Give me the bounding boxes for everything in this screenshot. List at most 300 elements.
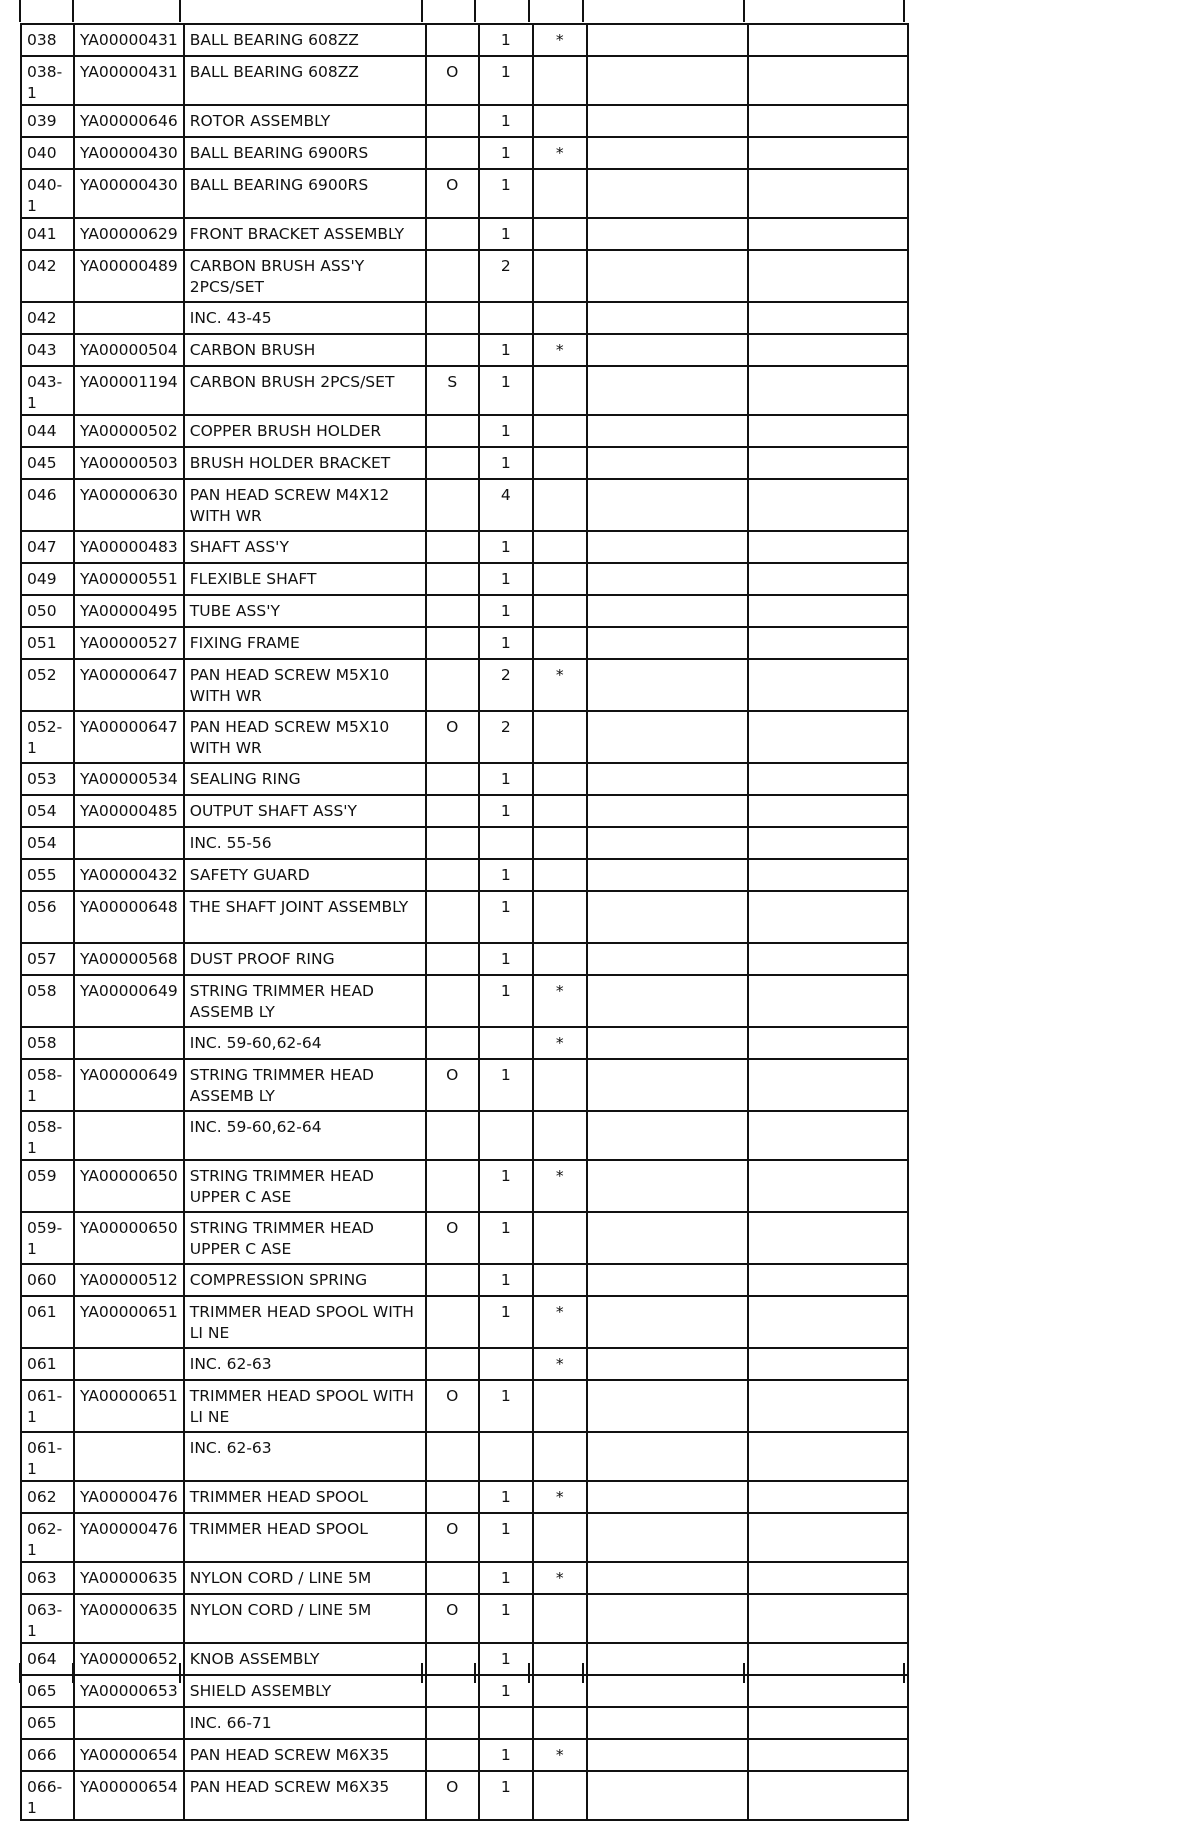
table-row	[21, 1707, 908, 1739]
blank-cell	[587, 711, 748, 763]
code-cell	[426, 627, 479, 659]
blank-cell	[748, 1027, 908, 1059]
blank-cell	[587, 1675, 748, 1707]
mark-cell	[533, 1707, 587, 1739]
quantity-cell: 1	[479, 595, 533, 627]
description-cell: COPPER BRUSH HOLDER	[184, 415, 426, 447]
description-cell: PAN HEAD SCREW M6X35	[184, 1739, 426, 1771]
table-row	[21, 105, 908, 137]
blank-cell	[748, 250, 908, 302]
blank-cell	[748, 891, 908, 943]
part-number-cell: YA00000495	[74, 595, 184, 627]
item-number-cell: 057	[21, 943, 74, 975]
item-number-cell: 041	[21, 218, 74, 250]
quantity-cell: 1	[479, 627, 533, 659]
mark-cell	[533, 250, 587, 302]
table-row	[21, 1348, 908, 1380]
blank-cell	[587, 763, 748, 795]
blank-cell	[748, 137, 908, 169]
column-rule	[528, 0, 530, 22]
part-number-cell: YA00000654	[74, 1739, 184, 1771]
blank-cell	[748, 1675, 908, 1707]
description-cell: TRIMMER HEAD SPOOL WITH LI NE	[184, 1296, 426, 1348]
description-cell: DUST PROOF RING	[184, 943, 426, 975]
blank-cell	[587, 891, 748, 943]
description-cell: FRONT BRACKET ASSEMBLY	[184, 218, 426, 250]
column-rule	[179, 1663, 181, 1683]
item-number-cell: 058-1	[21, 1059, 74, 1111]
table-row	[21, 1160, 908, 1212]
description-cell: INC. 43-45	[184, 302, 426, 334]
mark-cell	[533, 366, 587, 415]
mark-cell: *	[533, 1348, 587, 1380]
description-cell: INC. 62-63	[184, 1348, 426, 1380]
part-number-cell	[74, 1432, 184, 1481]
quantity-cell: 1	[479, 1739, 533, 1771]
mark-cell	[533, 595, 587, 627]
blank-cell	[748, 334, 908, 366]
blank-cell	[748, 24, 908, 56]
blank-cell	[748, 563, 908, 595]
mark-cell	[533, 56, 587, 105]
item-number-cell: 038-1	[21, 56, 74, 105]
column-rule	[19, 0, 21, 22]
blank-cell	[748, 105, 908, 137]
item-number-cell: 064	[21, 1643, 74, 1675]
code-cell: O	[426, 169, 479, 218]
mark-cell: *	[533, 1296, 587, 1348]
description-cell: NYLON CORD / LINE 5M	[184, 1594, 426, 1643]
blank-cell	[587, 1739, 748, 1771]
quantity-cell: 1	[479, 415, 533, 447]
item-number-cell: 039	[21, 105, 74, 137]
blank-cell	[587, 479, 748, 531]
table-row	[21, 334, 908, 366]
part-number-cell: YA00000432	[74, 859, 184, 891]
quantity-cell: 1	[479, 137, 533, 169]
description-cell: COMPRESSION SPRING	[184, 1264, 426, 1296]
quantity-cell	[479, 1432, 533, 1481]
mark-cell	[533, 943, 587, 975]
quantity-cell	[479, 1027, 533, 1059]
description-cell: KNOB ASSEMBLY	[184, 1643, 426, 1675]
part-number-cell: YA00000476	[74, 1481, 184, 1513]
quantity-cell: 1	[479, 169, 533, 218]
part-number-cell: YA00000527	[74, 627, 184, 659]
quantity-cell	[479, 302, 533, 334]
blank-cell	[587, 795, 748, 827]
description-cell: INC. 66-71	[184, 1707, 426, 1739]
description-cell: THE SHAFT JOINT ASSEMBLY	[184, 891, 426, 943]
column-rule	[421, 0, 423, 22]
table-row	[21, 627, 908, 659]
blank-cell	[587, 827, 748, 859]
part-number-cell	[74, 1111, 184, 1160]
table-row	[21, 1296, 908, 1348]
part-number-cell: YA00000551	[74, 563, 184, 595]
part-number-cell: YA00000430	[74, 137, 184, 169]
item-number-cell: 055	[21, 859, 74, 891]
blank-cell	[587, 56, 748, 105]
blank-cell	[748, 711, 908, 763]
part-number-cell	[74, 1027, 184, 1059]
blank-cell	[587, 1481, 748, 1513]
column-rule	[72, 0, 74, 22]
item-number-cell: 061-1	[21, 1380, 74, 1432]
blank-cell	[587, 627, 748, 659]
item-number-cell: 061	[21, 1296, 74, 1348]
blank-cell	[748, 943, 908, 975]
table-row	[21, 1771, 908, 1820]
code-cell	[426, 891, 479, 943]
table-row	[21, 763, 908, 795]
mark-cell: *	[533, 1027, 587, 1059]
blank-cell	[748, 627, 908, 659]
blank-cell	[587, 1771, 748, 1820]
table-row	[21, 1432, 908, 1481]
table-row	[21, 659, 908, 711]
table-row	[21, 711, 908, 763]
table-row	[21, 531, 908, 563]
table-row	[21, 1027, 908, 1059]
code-cell	[426, 479, 479, 531]
quantity-cell: 1	[479, 1594, 533, 1643]
mark-cell	[533, 1643, 587, 1675]
part-number-cell: YA00000654	[74, 1771, 184, 1820]
table-row	[21, 447, 908, 479]
quantity-cell: 1	[479, 763, 533, 795]
part-number-cell: YA00000504	[74, 334, 184, 366]
quantity-cell: 1	[479, 1212, 533, 1264]
blank-cell	[587, 1264, 748, 1296]
mark-cell	[533, 479, 587, 531]
quantity-cell: 1	[479, 334, 533, 366]
code-cell: O	[426, 1059, 479, 1111]
table-row	[21, 1111, 908, 1160]
mark-cell	[533, 827, 587, 859]
item-number-cell: 043	[21, 334, 74, 366]
mark-cell: *	[533, 659, 587, 711]
quantity-cell: 1	[479, 531, 533, 563]
part-number-cell: YA00000502	[74, 415, 184, 447]
blank-cell	[748, 1111, 908, 1160]
description-cell: ROTOR ASSEMBLY	[184, 105, 426, 137]
code-cell	[426, 595, 479, 627]
blank-cell	[587, 447, 748, 479]
column-rule	[474, 1663, 476, 1683]
blank-cell	[748, 1380, 908, 1432]
quantity-cell: 1	[479, 24, 533, 56]
blank-cell	[587, 1111, 748, 1160]
blank-cell	[587, 302, 748, 334]
blank-cell	[748, 447, 908, 479]
mark-cell	[533, 795, 587, 827]
item-number-cell: 066	[21, 1739, 74, 1771]
blank-cell	[587, 415, 748, 447]
mark-cell	[533, 1212, 587, 1264]
item-number-cell: 058	[21, 1027, 74, 1059]
code-cell	[426, 795, 479, 827]
code-cell	[426, 1111, 479, 1160]
mark-cell	[533, 415, 587, 447]
blank-cell	[748, 1707, 908, 1739]
blank-cell	[748, 218, 908, 250]
mark-cell	[533, 302, 587, 334]
description-cell: FIXING FRAME	[184, 627, 426, 659]
code-cell	[426, 1432, 479, 1481]
code-cell	[426, 659, 479, 711]
quantity-cell: 2	[479, 711, 533, 763]
item-number-cell: 065	[21, 1675, 74, 1707]
description-cell: STRING TRIMMER HEAD UPPER C ASE	[184, 1160, 426, 1212]
table-row	[21, 891, 908, 943]
quantity-cell	[479, 1348, 533, 1380]
code-cell	[426, 1348, 479, 1380]
item-number-cell: 044	[21, 415, 74, 447]
item-number-cell: 063	[21, 1562, 74, 1594]
part-number-cell: YA00000652	[74, 1643, 184, 1675]
item-number-cell: 045	[21, 447, 74, 479]
blank-cell	[748, 366, 908, 415]
blank-cell	[748, 1481, 908, 1513]
description-cell: CARBON BRUSH ASS'Y 2PCS/SET	[184, 250, 426, 302]
code-cell	[426, 1739, 479, 1771]
item-number-cell: 065	[21, 1707, 74, 1739]
blank-cell	[587, 1380, 748, 1432]
item-number-cell: 042	[21, 302, 74, 334]
description-cell: OUTPUT SHAFT ASS'Y	[184, 795, 426, 827]
table-row	[21, 1380, 908, 1432]
quantity-cell: 1	[479, 105, 533, 137]
quantity-cell: 2	[479, 659, 533, 711]
description-cell: BALL BEARING 608ZZ	[184, 56, 426, 105]
part-number-cell: YA00000503	[74, 447, 184, 479]
blank-cell	[748, 1739, 908, 1771]
code-cell	[426, 1643, 479, 1675]
blank-cell	[748, 659, 908, 711]
quantity-cell: 1	[479, 1675, 533, 1707]
table-row	[21, 795, 908, 827]
code-cell	[426, 1481, 479, 1513]
quantity-cell: 1	[479, 447, 533, 479]
blank-cell	[587, 1707, 748, 1739]
table-row	[21, 1059, 908, 1111]
parts-list-table	[20, 23, 909, 1821]
column-rule	[179, 0, 181, 22]
quantity-cell	[479, 827, 533, 859]
item-number-cell: 043-1	[21, 366, 74, 415]
table-row	[21, 1513, 908, 1562]
table-row	[21, 563, 908, 595]
parts-table-body	[21, 24, 908, 1820]
blank-cell	[587, 169, 748, 218]
description-cell: PAN HEAD SCREW M5X10 WITH WR	[184, 659, 426, 711]
description-cell: BRUSH HOLDER BRACKET	[184, 447, 426, 479]
quantity-cell: 1	[479, 891, 533, 943]
blank-cell	[748, 795, 908, 827]
code-cell	[426, 1160, 479, 1212]
blank-cell	[587, 595, 748, 627]
description-cell: SEALING RING	[184, 763, 426, 795]
item-number-cell: 053	[21, 763, 74, 795]
blank-cell	[748, 415, 908, 447]
part-number-cell: YA00000651	[74, 1296, 184, 1348]
item-number-cell: 040-1	[21, 169, 74, 218]
blank-cell	[587, 1027, 748, 1059]
blank-cell	[587, 366, 748, 415]
column-rule	[528, 1663, 530, 1683]
column-rule	[474, 0, 476, 22]
item-number-cell: 042	[21, 250, 74, 302]
table-row	[21, 137, 908, 169]
part-number-cell	[74, 302, 184, 334]
mark-cell: *	[533, 24, 587, 56]
item-number-cell: 063-1	[21, 1594, 74, 1643]
table-row	[21, 169, 908, 218]
code-cell	[426, 1562, 479, 1594]
blank-cell	[748, 1643, 908, 1675]
description-cell: BALL BEARING 608ZZ	[184, 24, 426, 56]
part-number-cell: YA00000646	[74, 105, 184, 137]
blank-cell	[587, 859, 748, 891]
description-cell: BALL BEARING 6900RS	[184, 137, 426, 169]
mark-cell	[533, 763, 587, 795]
mark-cell: *	[533, 975, 587, 1027]
mark-cell: *	[533, 137, 587, 169]
description-cell: TRIMMER HEAD SPOOL WITH LI NE	[184, 1380, 426, 1432]
column-rule	[743, 0, 745, 22]
quantity-cell: 1	[479, 1771, 533, 1820]
quantity-cell: 1	[479, 563, 533, 595]
quantity-cell: 1	[479, 795, 533, 827]
part-number-cell: YA00000630	[74, 479, 184, 531]
column-rule	[903, 1663, 905, 1683]
quantity-cell: 1	[479, 1160, 533, 1212]
description-cell: PAN HEAD SCREW M5X10 WITH WR	[184, 711, 426, 763]
mark-cell	[533, 1675, 587, 1707]
table-row	[21, 24, 908, 56]
mark-cell: *	[533, 1739, 587, 1771]
item-number-cell: 059	[21, 1160, 74, 1212]
item-number-cell: 054	[21, 827, 74, 859]
quantity-cell: 1	[479, 1643, 533, 1675]
item-number-cell: 051	[21, 627, 74, 659]
quantity-cell: 2	[479, 250, 533, 302]
item-number-cell: 049	[21, 563, 74, 595]
column-rule	[421, 1663, 423, 1683]
quantity-cell: 1	[479, 56, 533, 105]
blank-cell	[587, 1432, 748, 1481]
quantity-cell: 4	[479, 479, 533, 531]
part-number-cell: YA00000650	[74, 1212, 184, 1264]
mark-cell	[533, 105, 587, 137]
blank-cell	[748, 1160, 908, 1212]
blank-cell	[587, 943, 748, 975]
quantity-cell	[479, 1707, 533, 1739]
part-number-cell: YA00000650	[74, 1160, 184, 1212]
mark-cell	[533, 1594, 587, 1643]
code-cell	[426, 415, 479, 447]
item-number-cell: 062-1	[21, 1513, 74, 1562]
blank-cell	[587, 250, 748, 302]
table-row	[21, 975, 908, 1027]
code-cell: O	[426, 56, 479, 105]
quantity-cell: 1	[479, 859, 533, 891]
table-row	[21, 1643, 908, 1675]
quantity-cell: 1	[479, 1513, 533, 1562]
item-number-cell: 040	[21, 137, 74, 169]
code-cell	[426, 763, 479, 795]
code-cell: O	[426, 711, 479, 763]
table-row	[21, 415, 908, 447]
item-number-cell: 059-1	[21, 1212, 74, 1264]
quantity-cell	[479, 1111, 533, 1160]
part-number-cell: YA00000568	[74, 943, 184, 975]
part-number-cell: YA00000489	[74, 250, 184, 302]
item-number-cell: 061-1	[21, 1432, 74, 1481]
blank-cell	[587, 105, 748, 137]
mark-cell	[533, 169, 587, 218]
description-cell: SAFETY GUARD	[184, 859, 426, 891]
code-cell	[426, 1264, 479, 1296]
table-row	[21, 366, 908, 415]
code-cell	[426, 827, 479, 859]
item-number-cell: 054	[21, 795, 74, 827]
table-row	[21, 302, 908, 334]
mark-cell	[533, 531, 587, 563]
quantity-cell: 1	[479, 1481, 533, 1513]
blank-cell	[587, 334, 748, 366]
mark-cell	[533, 711, 587, 763]
blank-cell	[587, 975, 748, 1027]
description-cell: TUBE ASS'Y	[184, 595, 426, 627]
part-number-cell: YA00000651	[74, 1380, 184, 1432]
description-cell: STRING TRIMMER HEAD UPPER C ASE	[184, 1212, 426, 1264]
blank-cell	[587, 1643, 748, 1675]
part-number-cell: YA00000483	[74, 531, 184, 563]
table-row	[21, 1562, 908, 1594]
item-number-cell: 058	[21, 975, 74, 1027]
item-number-cell: 066-1	[21, 1771, 74, 1820]
code-cell	[426, 1675, 479, 1707]
item-number-cell: 052	[21, 659, 74, 711]
part-number-cell: YA00000649	[74, 1059, 184, 1111]
table-row	[21, 827, 908, 859]
item-number-cell: 060	[21, 1264, 74, 1296]
blank-cell	[748, 827, 908, 859]
description-cell: PAN HEAD SCREW M6X35	[184, 1771, 426, 1820]
mark-cell	[533, 1380, 587, 1432]
column-rule	[72, 1663, 74, 1683]
table-row	[21, 943, 908, 975]
code-cell	[426, 975, 479, 1027]
blank-cell	[587, 1513, 748, 1562]
description-cell: STRING TRIMMER HEAD ASSEMB LY	[184, 1059, 426, 1111]
quantity-cell: 1	[479, 1059, 533, 1111]
item-number-cell: 062	[21, 1481, 74, 1513]
column-rule	[582, 1663, 584, 1683]
quantity-cell: 1	[479, 1264, 533, 1296]
mark-cell	[533, 218, 587, 250]
mark-cell	[533, 563, 587, 595]
blank-cell	[748, 975, 908, 1027]
code-cell	[426, 302, 479, 334]
description-cell: NYLON CORD / LINE 5M	[184, 1562, 426, 1594]
code-cell: S	[426, 366, 479, 415]
blank-cell	[748, 1059, 908, 1111]
code-cell: O	[426, 1513, 479, 1562]
code-cell	[426, 105, 479, 137]
